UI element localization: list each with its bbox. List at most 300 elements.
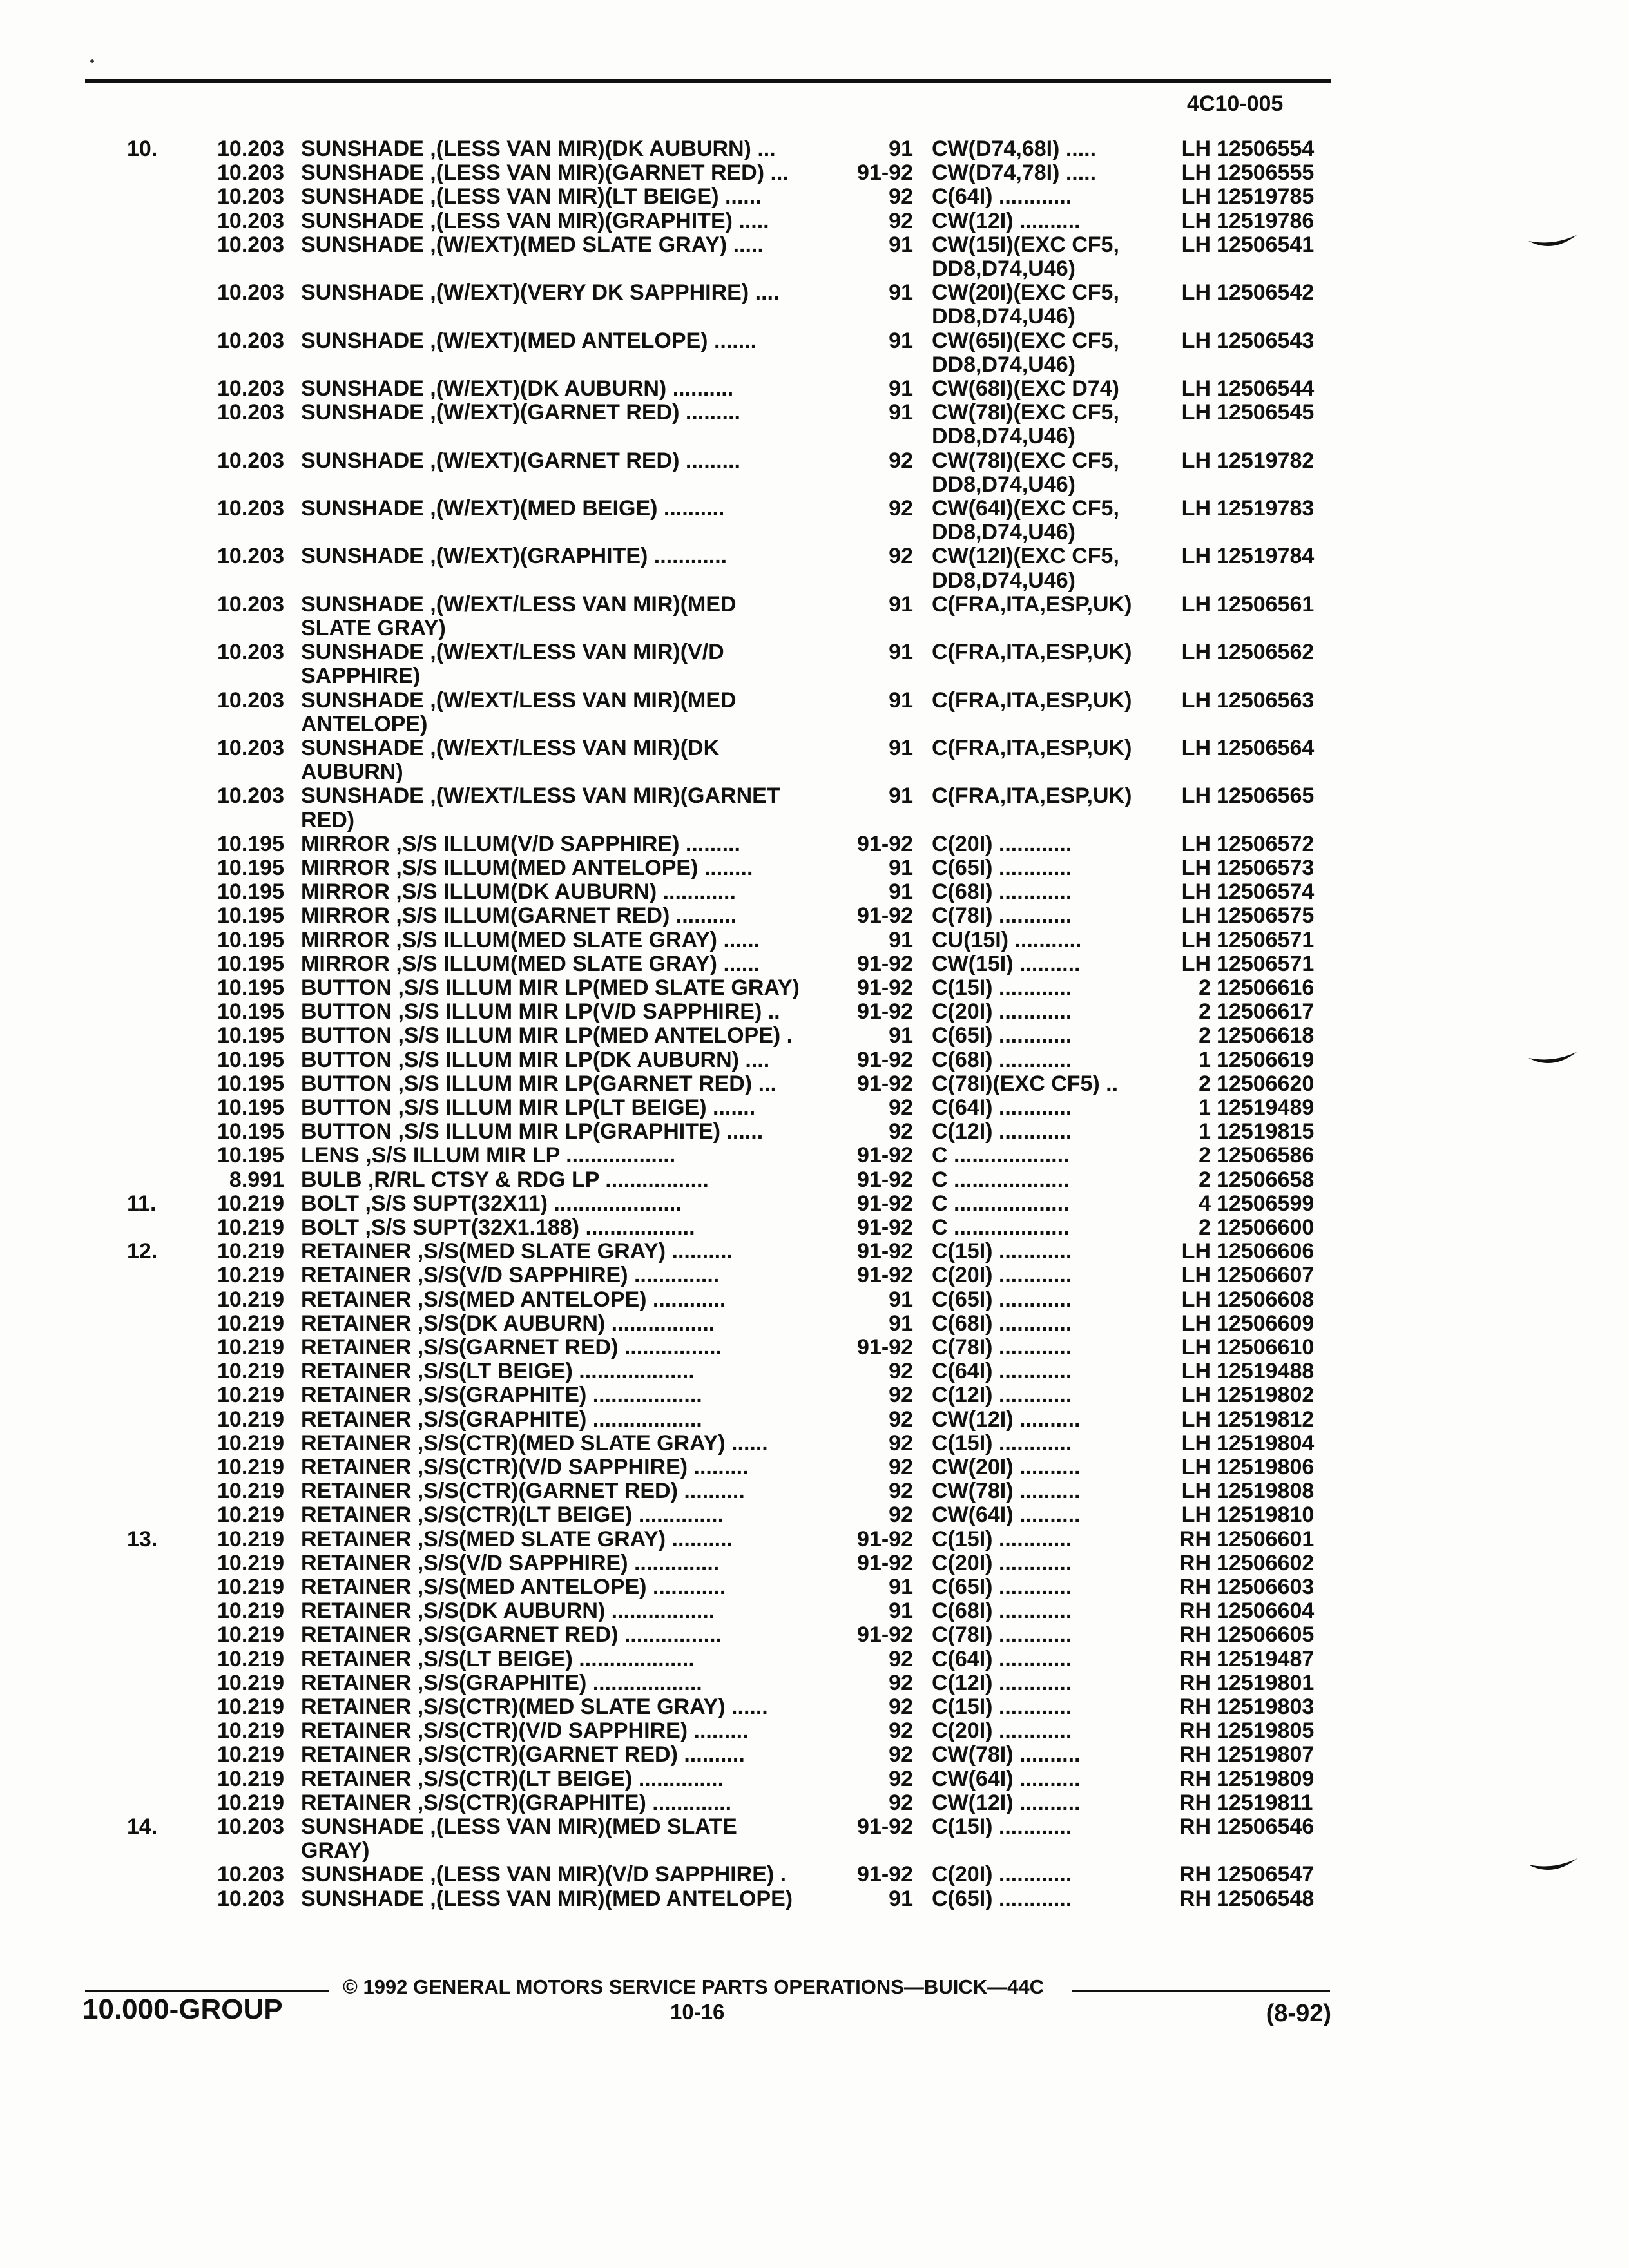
- usage-code: CW(15I) ..........: [932, 951, 1081, 976]
- model-year: 92: [889, 1790, 913, 1815]
- part-description: SAPPHIRE): [301, 664, 421, 689]
- model-year: 91-92: [857, 1862, 913, 1887]
- part-number: 12506565: [1217, 783, 1315, 809]
- part-number: 12506618: [1217, 1023, 1315, 1048]
- quantity: 1: [1199, 1119, 1211, 1144]
- usage-code: CW(64I) ..........: [932, 1503, 1081, 1528]
- group-number: 10.195: [217, 1023, 284, 1048]
- usage-code: CW(78I) ..........: [932, 1479, 1081, 1504]
- part-number: 12506547: [1217, 1862, 1315, 1887]
- model-year: 92: [889, 1670, 913, 1695]
- group-number: 10.195: [217, 975, 284, 1000]
- part-description: BULB ,R/RL CTSY & RDG LP .................: [301, 1167, 709, 1192]
- quantity: 2: [1199, 1167, 1211, 1192]
- usage-code: CW(64I) ..........: [932, 1766, 1081, 1791]
- part-number: 12506575: [1217, 903, 1315, 928]
- part-description: RETAINER ,S/S(MED ANTELOPE) ............: [301, 1287, 726, 1312]
- table-row: [0, 1671, 1629, 1695]
- header-rule: [85, 79, 1331, 83]
- group-number: 10.195: [217, 879, 284, 905]
- model-year: 92: [889, 1359, 913, 1384]
- table-row: [0, 449, 1629, 473]
- usage-code: CU(15I) ...........: [932, 927, 1082, 952]
- model-year: 91-92: [857, 1167, 913, 1192]
- usage-code: C(78I)(EXC CF5) ..: [932, 1071, 1119, 1096]
- group-number: 10.219: [217, 1191, 284, 1216]
- usage-code: C ...................: [932, 1167, 1070, 1192]
- usage-code: DD8,D74,U46): [932, 304, 1075, 329]
- group-number: 10.203: [217, 328, 284, 353]
- quantity: LH: [1181, 927, 1211, 952]
- usage-code: C(20I) ............: [932, 1263, 1072, 1288]
- part-number: 12519808: [1217, 1479, 1315, 1504]
- part-description: SUNSHADE ,(W/EXT)(MED BEIGE) ..........: [301, 496, 725, 521]
- usage-code: CW(12I) ..........: [932, 1407, 1081, 1432]
- part-number: 12506571: [1217, 927, 1315, 952]
- model-year: 92: [889, 1407, 913, 1432]
- quantity: 2: [1199, 1071, 1211, 1096]
- part-number: 12506602: [1217, 1550, 1315, 1575]
- part-description: SUNSHADE ,(W/EXT)(GARNET RED) .........: [301, 400, 740, 425]
- copyright-notice: © 1992 GENERAL MOTORS SERVICE PARTS OPERATIONS—BUICK—44C: [343, 1975, 1044, 1998]
- part-number: 12506604: [1217, 1599, 1315, 1624]
- table-row: [0, 1887, 1629, 1911]
- usage-code: C ...................: [932, 1191, 1070, 1216]
- usage-code: C ...................: [932, 1143, 1070, 1168]
- part-description: RETAINER ,S/S(CTR)(V/D SAPPHIRE) .........: [301, 1455, 749, 1479]
- quantity: RH: [1179, 1766, 1211, 1791]
- model-year: 92: [889, 496, 913, 521]
- group-number: 10.219: [217, 1622, 284, 1648]
- part-number: 12506563: [1217, 687, 1315, 713]
- model-year: 91: [889, 232, 913, 257]
- quantity: LH: [1181, 736, 1211, 760]
- quantity: LH: [1181, 783, 1211, 809]
- part-description: RETAINER ,S/S(CTR)(LT BEIGE) ..............: [301, 1503, 724, 1528]
- table-row: [0, 1168, 1629, 1192]
- table-row: [0, 1648, 1629, 1671]
- group-number: 10.219: [217, 1359, 284, 1384]
- part-number: 12506546: [1217, 1814, 1315, 1839]
- part-number: 12506561: [1217, 591, 1315, 617]
- model-year: 92: [889, 1119, 913, 1144]
- part-description: RETAINER ,S/S(CTR)(V/D SAPPHIRE) .........: [301, 1718, 749, 1744]
- quantity: LH: [1181, 1455, 1211, 1479]
- part-number: 12506603: [1217, 1575, 1315, 1599]
- usage-code: C(FRA,ITA,ESP,UK): [932, 783, 1132, 809]
- part-number: 12519809: [1217, 1766, 1315, 1791]
- quantity: RH: [1179, 1526, 1211, 1552]
- quantity: LH: [1181, 903, 1211, 928]
- footer-rule-right: [1072, 1990, 1330, 1992]
- table-row: [0, 497, 1629, 521]
- part-description: MIRROR ,S/S ILLUM(V/D SAPPHIRE) .........: [301, 831, 740, 856]
- quantity: LH: [1181, 1479, 1211, 1504]
- usage-code: DD8,D74,U46): [932, 472, 1075, 497]
- group-number: 10.219: [217, 1670, 284, 1695]
- table-row: [0, 1216, 1629, 1240]
- usage-code: CW(12I) ..........: [932, 208, 1081, 233]
- model-year: 91-92: [857, 1239, 913, 1264]
- quantity: LH: [1181, 328, 1211, 353]
- group-number: 10.219: [217, 1575, 284, 1599]
- part-description: MIRROR ,S/S ILLUM(GARNET RED) ..........: [301, 903, 737, 928]
- quantity: LH: [1181, 496, 1211, 521]
- table-row: [0, 1575, 1629, 1599]
- binder-hole-mark-icon: [1527, 232, 1579, 258]
- part-number: 12506600: [1217, 1215, 1315, 1240]
- model-year: 92: [889, 208, 913, 233]
- usage-code: DD8,D74,U46): [932, 520, 1075, 545]
- part-number: 12519815: [1217, 1119, 1315, 1144]
- part-number: 12519806: [1217, 1455, 1315, 1479]
- model-year: 91-92: [857, 1215, 913, 1240]
- part-number: 12506620: [1217, 1071, 1315, 1096]
- part-description: SUNSHADE ,(LESS VAN MIR)(GARNET RED) ...: [301, 160, 789, 186]
- table-row: [0, 1383, 1629, 1407]
- part-number: 12506574: [1217, 879, 1315, 905]
- usage-code: CW(78I) ..........: [932, 1742, 1081, 1767]
- part-number: 12519811: [1217, 1790, 1313, 1815]
- ref-number: 12.: [127, 1239, 158, 1264]
- table-row: [0, 305, 1629, 329]
- part-description: BOLT ,S/S SUPT(32X1.188) ..................: [301, 1215, 695, 1240]
- table-row: [0, 664, 1629, 688]
- quantity: LH: [1181, 1359, 1211, 1384]
- table-row: [0, 329, 1629, 353]
- table-row: [0, 832, 1629, 856]
- model-year: 91: [889, 1599, 913, 1624]
- part-description: BOLT ,S/S SUPT(32X11) .....................: [301, 1191, 682, 1216]
- part-description: GRAY): [301, 1838, 370, 1863]
- table-row: [0, 1767, 1629, 1791]
- part-description: MIRROR ,S/S ILLUM(DK AUBURN) ............: [301, 879, 736, 905]
- group-number: 10.219: [217, 1263, 284, 1288]
- table-row: [0, 185, 1629, 209]
- table-row: [0, 689, 1629, 713]
- part-description: SUNSHADE ,(W/EXT)(MED SLATE GRAY) .....: [301, 232, 764, 257]
- usage-code: CW(20I)(EXC CF5,: [932, 280, 1119, 305]
- part-number: 12519784: [1217, 544, 1315, 569]
- table-row: [0, 593, 1629, 617]
- group-number: 10.219: [217, 1311, 284, 1336]
- model-year: 91-92: [857, 1335, 913, 1360]
- quantity: LH: [1181, 1239, 1211, 1264]
- model-year: 91-92: [857, 1550, 913, 1575]
- quantity: RH: [1179, 1622, 1211, 1648]
- model-year: 91-92: [857, 1143, 913, 1168]
- model-year: 91-92: [857, 1622, 913, 1648]
- part-number: 12506573: [1217, 856, 1315, 880]
- usage-code: C(20I) ............: [932, 1862, 1072, 1887]
- part-description: ANTELOPE): [301, 711, 428, 736]
- quantity: 4: [1199, 1191, 1211, 1216]
- part-description: BUTTON ,S/S ILLUM MIR LP(MED SLATE GRAY): [301, 975, 800, 1000]
- quantity: LH: [1181, 448, 1211, 473]
- part-number: 12506571: [1217, 951, 1315, 976]
- usage-code: C(78I) ............: [932, 1335, 1072, 1360]
- part-number: 12519783: [1217, 496, 1315, 521]
- model-year: 91: [889, 137, 913, 161]
- quantity: LH: [1181, 1335, 1211, 1360]
- part-description: SUNSHADE ,(W/EXT/LESS VAN MIR)(MED: [301, 591, 737, 617]
- quantity: LH: [1181, 1311, 1211, 1336]
- quantity: RH: [1179, 1886, 1211, 1911]
- model-year: 91: [889, 1023, 913, 1048]
- quantity: 2: [1199, 1143, 1211, 1168]
- table-row: [0, 257, 1629, 281]
- usage-code: C(15I) ............: [932, 975, 1072, 1000]
- part-number: 12506543: [1217, 328, 1315, 353]
- part-description: SUNSHADE ,(W/EXT)(GARNET RED) .........: [301, 448, 740, 473]
- part-description: RETAINER ,S/S(CTR)(MED SLATE GRAY) ......: [301, 1430, 768, 1456]
- usage-code: C(15I) ............: [932, 1695, 1072, 1719]
- table-row: [0, 640, 1629, 664]
- table-row: [0, 1120, 1629, 1144]
- table-row: [0, 928, 1629, 952]
- model-year: 91: [889, 280, 913, 305]
- part-number: 12519804: [1217, 1430, 1315, 1456]
- usage-code: CW(12I)(EXC CF5,: [932, 544, 1119, 569]
- part-number: 12506586: [1217, 1143, 1315, 1168]
- quantity: RH: [1179, 1550, 1211, 1575]
- group-number: 10.219: [217, 1239, 284, 1264]
- table-row: [0, 976, 1629, 1000]
- usage-code: C(15I) ............: [932, 1814, 1072, 1839]
- table-row: [0, 1240, 1629, 1264]
- model-year: 91: [889, 1287, 913, 1312]
- table-row: [0, 1863, 1629, 1887]
- usage-code: CW(D74,78I) .....: [932, 160, 1097, 186]
- model-year: 91-92: [857, 1191, 913, 1216]
- table-row: [0, 904, 1629, 928]
- part-number: 12506542: [1217, 280, 1315, 305]
- usage-code: C(FRA,ITA,ESP,UK): [932, 640, 1132, 665]
- quantity: LH: [1181, 951, 1211, 976]
- model-year: 91: [889, 1311, 913, 1336]
- usage-code: CW(65I)(EXC CF5,: [932, 328, 1119, 353]
- quantity: LH: [1181, 856, 1211, 880]
- part-number: 12506608: [1217, 1287, 1315, 1312]
- quantity: 1: [1199, 1095, 1211, 1120]
- usage-code: DD8,D74,U46): [932, 256, 1075, 281]
- group-number: 10.195: [217, 903, 284, 928]
- model-year: 91: [889, 591, 913, 617]
- part-description: RETAINER ,S/S(MED SLATE GRAY) ..........: [301, 1526, 733, 1552]
- part-description: LENS ,S/S ILLUM MIR LP ..................: [301, 1143, 676, 1168]
- part-description: SUNSHADE ,(W/EXT)(GRAPHITE) ............: [301, 544, 728, 569]
- part-number: 12519487: [1217, 1646, 1315, 1671]
- group-number: 10.203: [217, 137, 284, 161]
- part-number: 12506616: [1217, 975, 1315, 1000]
- usage-code: C(78I) ............: [932, 1622, 1072, 1648]
- group-number: 10.195: [217, 951, 284, 976]
- model-year: 91: [889, 376, 913, 401]
- part-description: RETAINER ,S/S(GARNET RED) ................: [301, 1335, 722, 1360]
- table-row: [0, 425, 1629, 448]
- group-number: 10.203: [217, 184, 284, 209]
- group-number: 10.203: [217, 1862, 284, 1887]
- ref-number: 11.: [127, 1191, 157, 1216]
- part-description: SUNSHADE ,(LESS VAN MIR)(MED SLATE: [301, 1814, 737, 1839]
- table-row: [0, 233, 1629, 257]
- part-description: RETAINER ,S/S(CTR)(LT BEIGE) ..............: [301, 1766, 724, 1791]
- table-row: [0, 617, 1629, 640]
- part-description: BUTTON ,S/S ILLUM MIR LP(GARNET RED) ...: [301, 1071, 776, 1096]
- part-number: 12506607: [1217, 1263, 1315, 1288]
- scan-speck: [90, 59, 94, 63]
- quantity: 2: [1199, 975, 1211, 1000]
- model-year: 91-92: [857, 903, 913, 928]
- group-number: 10.203: [217, 208, 284, 233]
- part-number: 12519805: [1217, 1718, 1315, 1744]
- usage-code: C(68I) ............: [932, 1311, 1072, 1336]
- group-number: 10.219: [217, 1718, 284, 1744]
- table-row: [0, 1288, 1629, 1312]
- binder-hole-mark-icon: [1527, 1049, 1579, 1075]
- binder-hole-mark-icon: [1527, 1856, 1579, 1881]
- usage-code: C(FRA,ITA,ESP,UK): [932, 687, 1132, 713]
- model-year: 91-92: [857, 160, 913, 186]
- model-year: 92: [889, 1718, 913, 1744]
- model-year: 92: [889, 1455, 913, 1479]
- table-row: [0, 1623, 1629, 1647]
- part-description: BUTTON ,S/S ILLUM MIR LP(DK AUBURN) ....: [301, 1047, 770, 1072]
- table-row: [0, 1479, 1629, 1503]
- model-year: 91: [889, 1886, 913, 1911]
- group-number: 10.219: [217, 1215, 284, 1240]
- usage-code: C(12I) ............: [932, 1670, 1072, 1695]
- group-number: 10.203: [217, 640, 284, 665]
- revision-date: (8-92): [1266, 2000, 1331, 2027]
- group-number: 10.219: [217, 1550, 284, 1575]
- model-year: 91: [889, 856, 913, 880]
- quantity: LH: [1181, 137, 1211, 161]
- table-row: [0, 1839, 1629, 1863]
- group-number: 10.219: [217, 1455, 284, 1479]
- footer-rule-left: [85, 1990, 329, 1992]
- usage-code: CW(15I)(EXC CF5,: [932, 232, 1119, 257]
- table-row: [0, 1791, 1629, 1815]
- part-description: BUTTON ,S/S ILLUM MIR LP(V/D SAPPHIRE) ..: [301, 999, 780, 1024]
- model-year: 92: [889, 448, 913, 473]
- model-year: 91-92: [857, 1071, 913, 1096]
- quantity: LH: [1181, 160, 1211, 186]
- usage-code: C(20I) ............: [932, 1550, 1072, 1575]
- quantity: LH: [1181, 1287, 1211, 1312]
- quantity: LH: [1181, 640, 1211, 665]
- table-row: [0, 1336, 1629, 1360]
- group-number: 10.219: [217, 1790, 284, 1815]
- usage-code: CW(64I)(EXC CF5,: [932, 496, 1119, 521]
- group-number: 10.203: [217, 544, 284, 569]
- group-number: 10.219: [217, 1383, 284, 1408]
- table-row: [0, 809, 1629, 832]
- part-description: RETAINER ,S/S(GARNET RED) ................: [301, 1622, 722, 1648]
- part-description: SUNSHADE ,(W/EXT)(DK AUBURN) ..........: [301, 376, 734, 401]
- part-number: 12506658: [1217, 1167, 1315, 1192]
- model-year: 91-92: [857, 951, 913, 976]
- usage-code: CW(D74,68I) .....: [932, 137, 1097, 161]
- part-number: 12519786: [1217, 208, 1315, 233]
- table-row: [0, 1096, 1629, 1120]
- model-year: 91-92: [857, 831, 913, 856]
- group-number: 10.219: [217, 1526, 284, 1552]
- model-year: 91: [889, 927, 913, 952]
- quantity: RH: [1179, 1790, 1211, 1815]
- table-row: [0, 1000, 1629, 1024]
- part-number: 12506554: [1217, 137, 1315, 161]
- part-number: 12506610: [1217, 1335, 1315, 1360]
- quantity: 2: [1199, 1023, 1211, 1048]
- part-description: SLATE GRAY): [301, 616, 446, 640]
- table-row: [0, 736, 1629, 760]
- usage-code: C(15I) ............: [932, 1430, 1072, 1456]
- usage-code: C(FRA,ITA,ESP,UK): [932, 736, 1132, 760]
- group-number: 10.195: [217, 927, 284, 952]
- quantity: RH: [1179, 1695, 1211, 1719]
- usage-code: DD8,D74,U46): [932, 568, 1075, 593]
- group-number: 10.219: [217, 1742, 284, 1767]
- quantity: LH: [1181, 376, 1211, 401]
- part-description: RETAINER ,S/S(CTR)(MED SLATE GRAY) ......: [301, 1695, 768, 1719]
- quantity: LH: [1181, 544, 1211, 569]
- usage-code: C ...................: [932, 1215, 1070, 1240]
- group-number: 10.203: [217, 448, 284, 473]
- group-number: 10.203: [217, 280, 284, 305]
- quantity: LH: [1181, 280, 1211, 305]
- group-number: 10.203: [217, 1814, 284, 1839]
- group-number: 10.219: [217, 1287, 284, 1312]
- model-year: 92: [889, 1430, 913, 1456]
- model-year: 92: [889, 1479, 913, 1504]
- quantity: RH: [1179, 1718, 1211, 1744]
- group-number: 10.195: [217, 1047, 284, 1072]
- usage-code: C(64I) ............: [932, 1359, 1072, 1384]
- table-row: [0, 281, 1629, 305]
- part-description: SUNSHADE ,(W/EXT)(VERY DK SAPPHIRE) ....: [301, 280, 780, 305]
- group-number: 10.203: [217, 376, 284, 401]
- usage-code: C(12I) ............: [932, 1119, 1072, 1144]
- part-description: SUNSHADE ,(W/EXT)(MED ANTELOPE) .......: [301, 328, 757, 353]
- part-number: 12519782: [1217, 448, 1315, 473]
- part-number: 12519489: [1217, 1095, 1315, 1120]
- group-number: 10.219: [217, 1430, 284, 1456]
- part-description: RETAINER ,S/S(GRAPHITE) ..................: [301, 1407, 702, 1432]
- page-number: 10-16: [670, 2000, 725, 2024]
- part-description: RETAINER ,S/S(CTR)(GARNET RED) ..........: [301, 1742, 745, 1767]
- model-year: 91: [889, 1575, 913, 1599]
- part-number: 12506601: [1217, 1526, 1315, 1552]
- part-description: RETAINER ,S/S(GRAPHITE) ..................: [301, 1383, 702, 1408]
- part-description: BUTTON ,S/S ILLUM MIR LP(GRAPHITE) ......: [301, 1119, 764, 1144]
- group-number: 10.219: [217, 1599, 284, 1624]
- table-row: [0, 1719, 1629, 1743]
- table-row: [0, 1144, 1629, 1168]
- part-number: 12506572: [1217, 831, 1315, 856]
- quantity: LH: [1181, 1503, 1211, 1528]
- table-row: [0, 1024, 1629, 1048]
- quantity: RH: [1179, 1862, 1211, 1887]
- ref-number: 13.: [127, 1526, 158, 1552]
- part-description: AUBURN): [301, 760, 403, 785]
- part-description: RETAINER ,S/S(GRAPHITE) ..................: [301, 1670, 702, 1695]
- table-row: [0, 1815, 1629, 1839]
- group-number: 10.219: [217, 1407, 284, 1432]
- part-description: RETAINER ,S/S(V/D SAPPHIRE) ..............: [301, 1550, 720, 1575]
- part-number: 12506545: [1217, 400, 1315, 425]
- part-description: BUTTON ,S/S ILLUM MIR LP(LT BEIGE) .......: [301, 1095, 756, 1120]
